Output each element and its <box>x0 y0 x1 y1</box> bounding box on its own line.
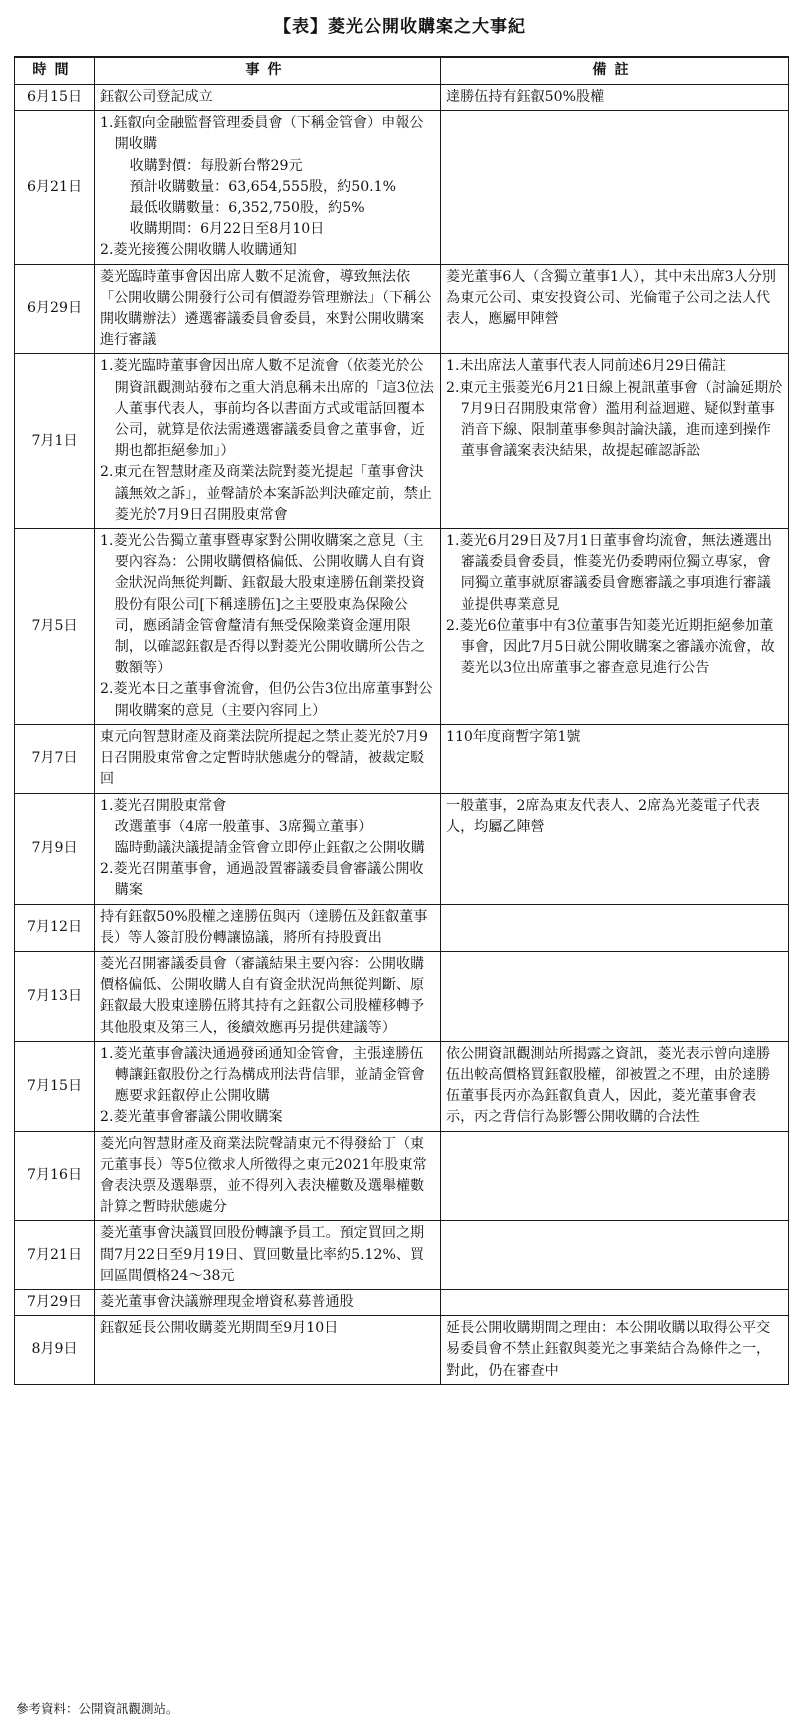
event-line: 2.菱光本日之董事會流會，但仍公告3位出席董事對公開收購案的意見（主要內容同上） <box>100 681 433 719</box>
header-time: 時間 <box>15 57 95 85</box>
row-event <box>95 1221 441 1290</box>
event-line: 菱光董事會決議辦理現金增資私募普通股 <box>100 1293 354 1310</box>
note-line: 1.未出席法人董事代表人同前述6月29日備註 <box>446 358 726 375</box>
row-event <box>95 1041 441 1131</box>
note-line: 達勝伍持有鈺叡50%股權 <box>446 89 605 105</box>
row-event <box>95 85 441 111</box>
table-row <box>15 951 789 1041</box>
header-row <box>15 57 789 85</box>
row-event <box>95 354 441 529</box>
row-note <box>441 793 789 904</box>
row-note <box>441 1041 789 1131</box>
row-date: 6月15日 <box>15 85 95 111</box>
row-date: 8月9日 <box>15 1316 95 1385</box>
row-note <box>441 85 789 111</box>
table-row <box>15 111 789 264</box>
event-line: 2.菱光董事會審議公開收購案 <box>100 1109 283 1126</box>
row-date: 6月29日 <box>15 264 95 354</box>
row-event <box>95 1316 441 1385</box>
note-line: 菱光董事6人（含獨立董事1人），其中未出席3人分別為東元公司、東安投資公司、光倫電子公司之法人代表人，應屬甲陣營 <box>446 268 776 328</box>
event-line: 1.菱光臨時董事會因出席人數不足流會（依菱光於公開資訊觀測站發布之重大消息稱未出席的「這3位法人董事代表人，事前均各以書面方式或電話回覆本公司，就算是依法需遴選審議委員會之董事會，近期也都拒絕參加」） <box>100 358 434 460</box>
row-event <box>95 793 441 904</box>
event-line: 1.菱光董事會議決通過發函通知金管會，主張達勝伍轉讓鈺叡股份之行為構成刑法背信罪，並請金管會應要求鈺叡停止公開收購 <box>100 1045 425 1105</box>
event-line: 收購期間：6月22日至8月10日 <box>129 221 325 238</box>
event-line: 臨時動議決議提請金管會立即停止鈺叡之公開收購 <box>114 839 425 856</box>
note-line: 1.菱光6月29日及7月1日董事會均流會，無法遴選出審議委員會委員，惟菱光仍委聘兩位獨立專家，會同獨立董事就原審議委員會應審議之事項進行審議並提供專業意見 <box>446 533 773 613</box>
row-note <box>441 529 789 725</box>
event-line: 最低收購數量：6,352,750股，約5% <box>129 200 365 217</box>
row-date: 7月29日 <box>15 1289 95 1315</box>
table-row <box>15 85 789 111</box>
row-event <box>95 1131 441 1221</box>
note-line: 一般董事，2席為東友代表人、2席為光菱電子代表人，均屬乙陣營 <box>446 797 760 835</box>
event-line: 鈺叡公司登記成立 <box>100 89 213 105</box>
table-title: 【表】菱光公開收購案之大事紀 <box>274 17 526 37</box>
table-row <box>15 904 789 951</box>
row-date: 7月9日 <box>15 793 95 904</box>
event-line: 2.菱光召開董事會，通過設置審議委員會審議公開收購案 <box>100 861 424 899</box>
row-date: 7月21日 <box>15 1221 95 1290</box>
row-event <box>95 951 441 1041</box>
row-note <box>441 264 789 354</box>
table-row <box>15 354 789 529</box>
table-row <box>15 793 789 904</box>
note-line: 延長公開收購期間之理由：本公開收購以取得公平交易委員會不禁止鈺叡與菱光之事業結合為條件之一，對此，仍在審查中 <box>446 1320 771 1379</box>
note-line: 依公開資訊觀測站所揭露之資訊，菱光表示曾向達勝伍出較高價格買鈺叡股權，卻被置之不理，由於達勝伍董事長丙亦為鈺叡負責人，因此，菱光董事會表示，丙之背信行為影響公開收購的合法性 <box>446 1045 771 1126</box>
header-note: 備註 <box>441 57 789 85</box>
event-line: 1.鈺叡向金融監督管理委員會（下稱金管會）申報公開收購 <box>100 115 424 153</box>
event-line: 東元向智慧財產及商業法院所提起之禁止菱光於7月9日召開股東常會之定暫時狀態處分的聲請，被裁定駁回 <box>100 728 428 788</box>
row-note <box>441 111 789 264</box>
row-date: 7月5日 <box>15 529 95 725</box>
table-row <box>15 724 789 793</box>
event-line: 改選董事（4席一般董事、3席獨立董事） <box>114 818 373 835</box>
event-line: 預計收購數量：63,654,555股，約50.1% <box>129 178 397 195</box>
row-note <box>441 1131 789 1221</box>
row-note <box>441 724 789 793</box>
row-note <box>441 354 789 529</box>
note-line: 110年度商暫字第1號 <box>446 728 581 745</box>
row-event <box>95 264 441 354</box>
note-line: 2.東元主張菱光6月21日線上視訊董事會（討論延期於7月9日召開股東常會）濫用利益迴避、疑似對董事消音下線、限制董事參與討論決議，進而達到操作董事會議案表決結果，故提起確認訴訟 <box>446 379 783 460</box>
row-event <box>95 111 441 264</box>
row-date: 7月1日 <box>15 354 95 529</box>
row-note <box>441 1316 789 1385</box>
event-line: 1.菱光公告獨立董事暨專家對公開收購案之意見（主要內容為：公開收購價格偏低、公開收購人自有資金狀況尚無從判斷、鈺叡最大股東達勝伍創業投資股份有限公司[下稱達勝伍]之主要股東為保險公司，應函請金管會釐清有無受保險業資金運用限制，以確認鈺叡是否得以對菱光公開收購所公告之數額等） <box>100 533 425 677</box>
note-line: 2.菱光6位董事中有3位董事告知菱光近期拒絕參加董事會，因此7月5日就公開收購案之審議亦流會，故菱光以3位出席董事之審查意見進行公告 <box>446 617 775 677</box>
event-line: 菱光召開審議委員會（審議結果主要內容：公開收購價格偏低、公開收購人自有資金狀況尚無從判斷、原鈺叡最大股東達勝伍將其持有之鈺叡公司股權移轉予其他股東及第三人，後續效應再另提供建議等） <box>100 955 425 1036</box>
row-event <box>95 529 441 725</box>
header-event: 事件 <box>95 57 441 85</box>
row-note <box>441 1289 789 1315</box>
table-row <box>15 1316 789 1385</box>
row-date: 7月7日 <box>15 724 95 793</box>
row-note <box>441 951 789 1041</box>
row-note <box>441 1221 789 1290</box>
event-line: 2.菱光接獲公開收購人收購通知 <box>100 242 297 259</box>
row-event <box>95 1289 441 1315</box>
row-date: 7月16日 <box>15 1131 95 1221</box>
table-row <box>15 1289 789 1315</box>
table-row <box>15 1131 789 1221</box>
table-row <box>15 1221 789 1290</box>
event-line: 鈺叡延長公開收購菱光期間至9月10日 <box>100 1320 339 1337</box>
table-row <box>15 529 789 725</box>
timeline-table <box>14 56 789 1385</box>
row-event <box>95 724 441 793</box>
event-line: 持有鈺叡50%股權之達勝伍與丙（達勝伍及鈺叡董事長）等人簽訂股份轉讓協議，將所有持股賣出 <box>100 908 428 946</box>
row-date: 7月13日 <box>15 951 95 1041</box>
event-line: 2.東元在智慧財產及商業法院對菱光提起「董事會決議無效之訴」，並聲請於本案訴訟判決確定前，禁止菱光於7月9日召開股東常會 <box>100 464 432 523</box>
row-date: 7月15日 <box>15 1041 95 1131</box>
event-line: 菱光董事會決議買回股份轉讓予員工。預定買回之期間7月22日至9月19日、買回數量比率約5.12%、買回區間價格24～38元 <box>100 1225 425 1284</box>
event-line: 菱光向智慧財產及商業法院聲請東元不得發給丁（東元董事長）等5位徵求人所徵得之東元2021年股東常會表決票及選舉票，並不得列入表決權數及選舉權數計算之暫時狀態處分 <box>100 1135 427 1216</box>
event-line: 菱光臨時董事會因出席人數不足流會，導致無法依「公開收購公開發行公司有價證券管理辦法」（下稱公開收購辦法）遴選審議委員會委員，來對公開收購案進行審議 <box>100 268 432 349</box>
row-event <box>95 904 441 951</box>
row-date: 6月21日 <box>15 111 95 264</box>
event-line: 收購對價：每股新台幣29元 <box>129 157 303 174</box>
source-footnote: 參考資料：公開資訊觀測站。 <box>16 1701 179 1716</box>
event-line: 1.菱光召開股東常會 <box>100 797 227 814</box>
timeline-body <box>15 85 789 1385</box>
row-date: 7月12日 <box>15 904 95 951</box>
table-row <box>15 1041 789 1131</box>
row-note <box>441 904 789 951</box>
table-row <box>15 264 789 354</box>
